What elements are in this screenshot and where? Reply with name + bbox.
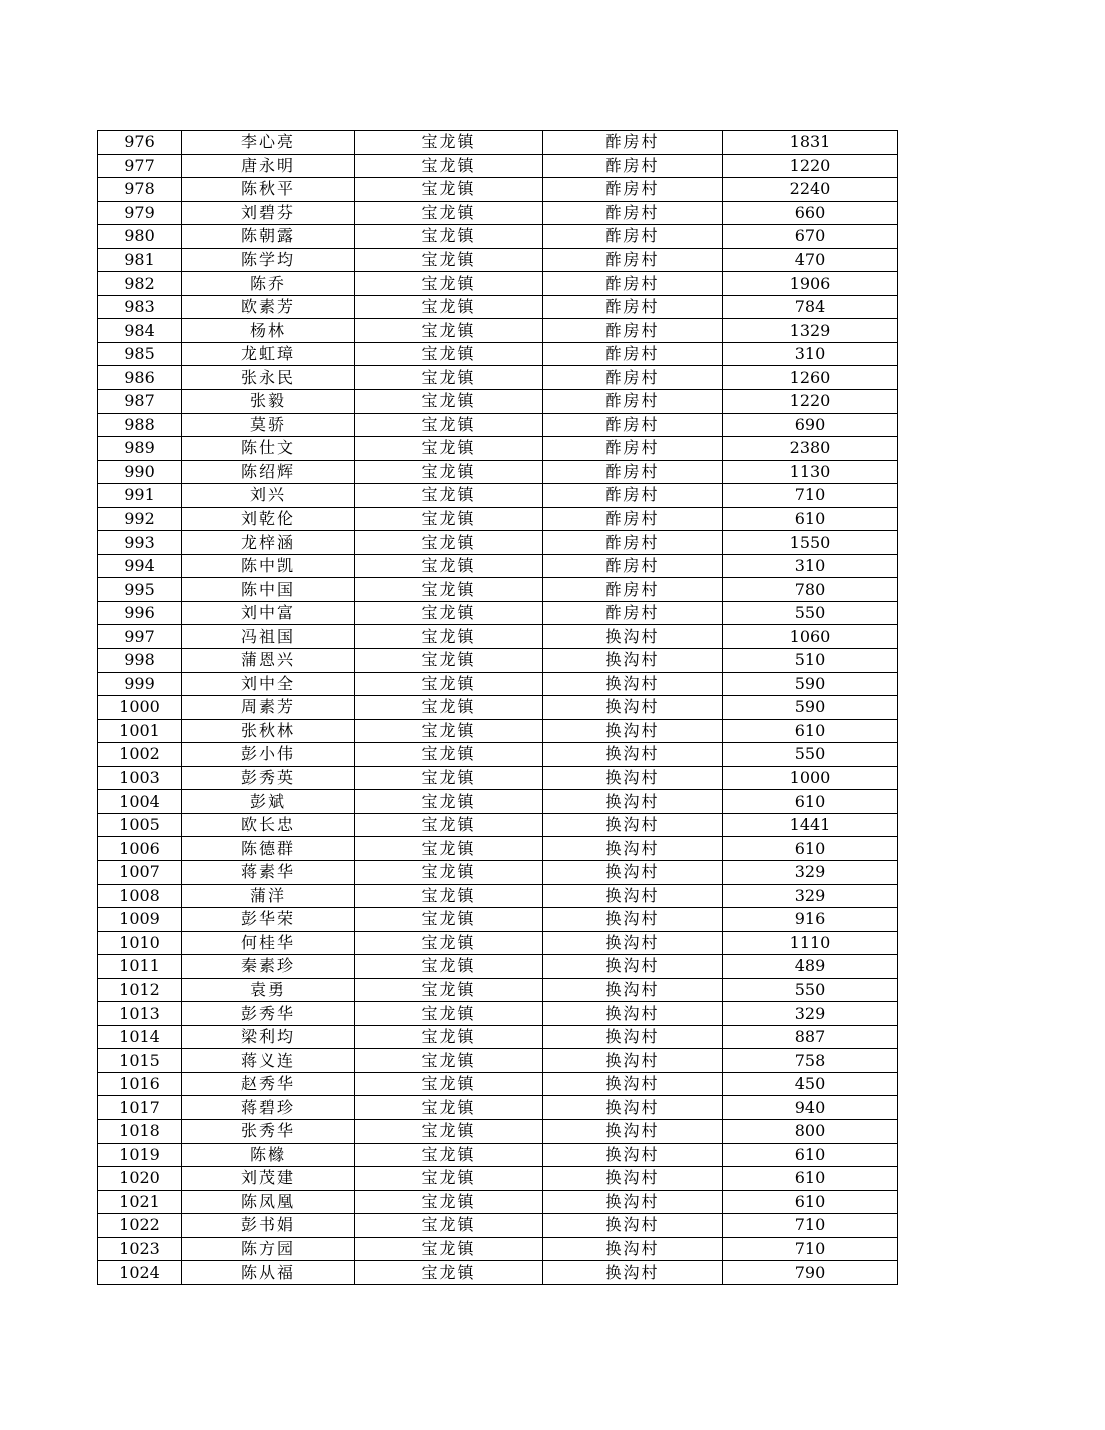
town-cell: 宝龙镇	[355, 1143, 543, 1167]
village-cell: 酢房村	[543, 390, 723, 414]
table-row	[98, 696, 898, 720]
amount-cell: 710	[723, 1237, 898, 1261]
row-number-cell: 1024	[98, 1261, 182, 1285]
amount-cell: 758	[723, 1049, 898, 1073]
name-cell: 陈德群	[182, 837, 355, 861]
name-cell: 唐永明	[182, 154, 355, 178]
table-row	[98, 225, 898, 249]
table-row	[98, 272, 898, 296]
row-number-cell: 998	[98, 649, 182, 673]
table-row	[98, 978, 898, 1002]
row-number-cell: 987	[98, 390, 182, 414]
village-cell: 酢房村	[543, 460, 723, 484]
amount-cell: 329	[723, 884, 898, 908]
table-row	[98, 1049, 898, 1073]
amount-cell: 610	[723, 719, 898, 743]
town-cell: 宝龙镇	[355, 484, 543, 508]
row-number-cell: 1001	[98, 719, 182, 743]
amount-cell: 470	[723, 248, 898, 272]
town-cell: 宝龙镇	[355, 578, 543, 602]
amount-cell: 1130	[723, 460, 898, 484]
row-number-cell: 1010	[98, 931, 182, 955]
town-cell: 宝龙镇	[355, 813, 543, 837]
table-row	[98, 813, 898, 837]
amount-cell: 690	[723, 413, 898, 437]
table-row	[98, 1261, 898, 1285]
town-cell: 宝龙镇	[355, 1261, 543, 1285]
table-row	[98, 342, 898, 366]
name-cell: 蒲恩兴	[182, 649, 355, 673]
row-number-cell: 985	[98, 342, 182, 366]
row-number-cell: 1018	[98, 1119, 182, 1143]
village-cell: 酢房村	[543, 248, 723, 272]
village-cell: 换沟村	[543, 1167, 723, 1191]
village-cell: 换沟村	[543, 931, 723, 955]
village-cell: 换沟村	[543, 625, 723, 649]
amount-cell: 1110	[723, 931, 898, 955]
name-cell: 彭秀华	[182, 1002, 355, 1026]
table-row	[98, 601, 898, 625]
town-cell: 宝龙镇	[355, 1214, 543, 1238]
table-row	[98, 554, 898, 578]
town-cell: 宝龙镇	[355, 1096, 543, 1120]
table-row	[98, 390, 898, 414]
name-cell: 陈秋平	[182, 178, 355, 202]
table-row	[98, 460, 898, 484]
amount-cell: 916	[723, 908, 898, 932]
table-row	[98, 1119, 898, 1143]
table-row	[98, 131, 898, 155]
table-row	[98, 766, 898, 790]
name-cell: 龙梓涵	[182, 531, 355, 555]
name-cell: 陈绍辉	[182, 460, 355, 484]
amount-cell: 660	[723, 201, 898, 225]
amount-cell: 670	[723, 225, 898, 249]
row-number-cell: 988	[98, 413, 182, 437]
amount-cell: 489	[723, 955, 898, 979]
row-number-cell: 995	[98, 578, 182, 602]
row-number-cell: 976	[98, 131, 182, 155]
name-cell: 周素芳	[182, 696, 355, 720]
village-cell: 换沟村	[543, 955, 723, 979]
name-cell: 袁勇	[182, 978, 355, 1002]
village-cell: 酢房村	[543, 319, 723, 343]
table-row	[98, 248, 898, 272]
amount-cell: 610	[723, 507, 898, 531]
village-cell: 换沟村	[543, 860, 723, 884]
village-cell: 换沟村	[543, 1049, 723, 1073]
village-cell: 换沟村	[543, 978, 723, 1002]
row-number-cell: 1020	[98, 1167, 182, 1191]
town-cell: 宝龙镇	[355, 272, 543, 296]
table-row	[98, 154, 898, 178]
row-number-cell: 1017	[98, 1096, 182, 1120]
town-cell: 宝龙镇	[355, 413, 543, 437]
town-cell: 宝龙镇	[355, 1002, 543, 1026]
amount-cell: 610	[723, 837, 898, 861]
table-row	[98, 1096, 898, 1120]
table-row	[98, 437, 898, 461]
name-cell: 蒲洋	[182, 884, 355, 908]
village-cell: 换沟村	[543, 1237, 723, 1261]
table-row	[98, 413, 898, 437]
town-cell: 宝龙镇	[355, 696, 543, 720]
town-cell: 宝龙镇	[355, 719, 543, 743]
name-cell: 欧长忠	[182, 813, 355, 837]
village-cell: 酢房村	[543, 201, 723, 225]
row-number-cell: 990	[98, 460, 182, 484]
row-number-cell: 1008	[98, 884, 182, 908]
village-cell: 换沟村	[543, 1143, 723, 1167]
row-number-cell: 1005	[98, 813, 182, 837]
row-number-cell: 1011	[98, 955, 182, 979]
name-cell: 张毅	[182, 390, 355, 414]
village-cell: 酢房村	[543, 342, 723, 366]
name-cell: 陈仕文	[182, 437, 355, 461]
town-cell: 宝龙镇	[355, 460, 543, 484]
table-row	[98, 955, 898, 979]
amount-cell: 800	[723, 1119, 898, 1143]
table-row	[98, 295, 898, 319]
table-row	[98, 908, 898, 932]
table-row	[98, 625, 898, 649]
name-cell: 蒋素华	[182, 860, 355, 884]
town-cell: 宝龙镇	[355, 390, 543, 414]
table-row	[98, 1237, 898, 1261]
name-cell: 冯祖国	[182, 625, 355, 649]
village-cell: 换沟村	[543, 908, 723, 932]
row-number-cell: 1016	[98, 1072, 182, 1096]
name-cell: 彭书娟	[182, 1214, 355, 1238]
row-number-cell: 999	[98, 672, 182, 696]
row-number-cell: 1012	[98, 978, 182, 1002]
village-cell: 换沟村	[543, 719, 723, 743]
amount-cell: 310	[723, 554, 898, 578]
row-number-cell: 1022	[98, 1214, 182, 1238]
amount-cell: 1441	[723, 813, 898, 837]
village-cell: 换沟村	[543, 649, 723, 673]
amount-cell: 1060	[723, 625, 898, 649]
village-cell: 酢房村	[543, 531, 723, 555]
amount-cell: 329	[723, 860, 898, 884]
town-cell: 宝龙镇	[355, 1190, 543, 1214]
row-number-cell: 1014	[98, 1025, 182, 1049]
table-row	[98, 1214, 898, 1238]
village-cell: 换沟村	[543, 837, 723, 861]
village-cell: 换沟村	[543, 1214, 723, 1238]
name-cell: 彭小伟	[182, 743, 355, 767]
name-cell: 张秀华	[182, 1119, 355, 1143]
row-number-cell: 1002	[98, 743, 182, 767]
town-cell: 宝龙镇	[355, 178, 543, 202]
village-cell: 酢房村	[543, 154, 723, 178]
name-cell: 赵秀华	[182, 1072, 355, 1096]
amount-cell: 1220	[723, 390, 898, 414]
village-cell: 酢房村	[543, 554, 723, 578]
row-number-cell: 1004	[98, 790, 182, 814]
town-cell: 宝龙镇	[355, 531, 543, 555]
village-cell: 酢房村	[543, 295, 723, 319]
amount-cell: 940	[723, 1096, 898, 1120]
village-cell: 换沟村	[543, 790, 723, 814]
name-cell: 陈方园	[182, 1237, 355, 1261]
row-number-cell: 997	[98, 625, 182, 649]
name-cell: 彭华荣	[182, 908, 355, 932]
table-row	[98, 931, 898, 955]
row-number-cell: 978	[98, 178, 182, 202]
amount-cell: 590	[723, 672, 898, 696]
town-cell: 宝龙镇	[355, 248, 543, 272]
row-number-cell: 1000	[98, 696, 182, 720]
town-cell: 宝龙镇	[355, 884, 543, 908]
row-number-cell: 993	[98, 531, 182, 555]
town-cell: 宝龙镇	[355, 649, 543, 673]
name-cell: 陈凤凰	[182, 1190, 355, 1214]
name-cell: 何桂华	[182, 931, 355, 955]
amount-cell: 1550	[723, 531, 898, 555]
village-cell: 酢房村	[543, 413, 723, 437]
amount-cell: 1000	[723, 766, 898, 790]
village-cell: 换沟村	[543, 1119, 723, 1143]
town-cell: 宝龙镇	[355, 201, 543, 225]
table-row	[98, 672, 898, 696]
village-cell: 酢房村	[543, 484, 723, 508]
amount-cell: 610	[723, 1143, 898, 1167]
name-cell: 欧素芳	[182, 295, 355, 319]
row-number-cell: 986	[98, 366, 182, 390]
table-body	[98, 131, 898, 1285]
table-row	[98, 860, 898, 884]
name-cell: 陈学均	[182, 248, 355, 272]
town-cell: 宝龙镇	[355, 978, 543, 1002]
village-cell: 酢房村	[543, 178, 723, 202]
amount-cell: 710	[723, 484, 898, 508]
village-cell: 换沟村	[543, 813, 723, 837]
name-cell: 刘茂建	[182, 1167, 355, 1191]
village-cell: 换沟村	[543, 672, 723, 696]
row-number-cell: 1023	[98, 1237, 182, 1261]
name-cell: 陈朝露	[182, 225, 355, 249]
name-cell: 刘中富	[182, 601, 355, 625]
village-cell: 换沟村	[543, 1025, 723, 1049]
row-number-cell: 1007	[98, 860, 182, 884]
row-number-cell: 984	[98, 319, 182, 343]
town-cell: 宝龙镇	[355, 437, 543, 461]
table-row	[98, 790, 898, 814]
amount-cell: 710	[723, 1214, 898, 1238]
row-number-cell: 980	[98, 225, 182, 249]
village-cell: 换沟村	[543, 1002, 723, 1026]
village-cell: 换沟村	[543, 696, 723, 720]
town-cell: 宝龙镇	[355, 1072, 543, 1096]
table-row	[98, 366, 898, 390]
amount-cell: 550	[723, 601, 898, 625]
village-cell: 酢房村	[543, 131, 723, 155]
name-cell: 陈从福	[182, 1261, 355, 1285]
row-number-cell: 1019	[98, 1143, 182, 1167]
table-row	[98, 531, 898, 555]
data-table	[97, 130, 898, 1285]
row-number-cell: 1015	[98, 1049, 182, 1073]
name-cell: 蒋碧珍	[182, 1096, 355, 1120]
row-number-cell: 981	[98, 248, 182, 272]
amount-cell: 450	[723, 1072, 898, 1096]
name-cell: 彭斌	[182, 790, 355, 814]
amount-cell: 1831	[723, 131, 898, 155]
name-cell: 龙虹璋	[182, 342, 355, 366]
row-number-cell: 991	[98, 484, 182, 508]
town-cell: 宝龙镇	[355, 860, 543, 884]
town-cell: 宝龙镇	[355, 837, 543, 861]
row-number-cell: 1013	[98, 1002, 182, 1026]
table-row	[98, 1025, 898, 1049]
row-number-cell: 994	[98, 554, 182, 578]
name-cell: 莫骄	[182, 413, 355, 437]
amount-cell: 310	[723, 342, 898, 366]
table-row	[98, 201, 898, 225]
amount-cell: 790	[723, 1261, 898, 1285]
name-cell: 陈中国	[182, 578, 355, 602]
row-number-cell: 983	[98, 295, 182, 319]
amount-cell: 1329	[723, 319, 898, 343]
name-cell: 蒋义连	[182, 1049, 355, 1073]
town-cell: 宝龙镇	[355, 554, 543, 578]
name-cell: 秦素珍	[182, 955, 355, 979]
row-number-cell: 982	[98, 272, 182, 296]
amount-cell: 610	[723, 1190, 898, 1214]
table-row	[98, 1167, 898, 1191]
village-cell: 换沟村	[543, 1096, 723, 1120]
town-cell: 宝龙镇	[355, 225, 543, 249]
town-cell: 宝龙镇	[355, 319, 543, 343]
amount-cell: 590	[723, 696, 898, 720]
name-cell: 陈橼	[182, 1143, 355, 1167]
town-cell: 宝龙镇	[355, 295, 543, 319]
town-cell: 宝龙镇	[355, 1237, 543, 1261]
table-row	[98, 484, 898, 508]
town-cell: 宝龙镇	[355, 790, 543, 814]
village-cell: 换沟村	[543, 1261, 723, 1285]
village-cell: 酢房村	[543, 225, 723, 249]
village-cell: 酢房村	[543, 366, 723, 390]
town-cell: 宝龙镇	[355, 672, 543, 696]
village-cell: 酢房村	[543, 601, 723, 625]
row-number-cell: 1009	[98, 908, 182, 932]
row-number-cell: 1003	[98, 766, 182, 790]
village-cell: 酢房村	[543, 272, 723, 296]
row-number-cell: 979	[98, 201, 182, 225]
town-cell: 宝龙镇	[355, 955, 543, 979]
town-cell: 宝龙镇	[355, 1025, 543, 1049]
town-cell: 宝龙镇	[355, 342, 543, 366]
name-cell: 杨林	[182, 319, 355, 343]
town-cell: 宝龙镇	[355, 766, 543, 790]
village-cell: 换沟村	[543, 743, 723, 767]
village-cell: 换沟村	[543, 884, 723, 908]
name-cell: 刘碧芬	[182, 201, 355, 225]
amount-cell: 1220	[723, 154, 898, 178]
table-row	[98, 649, 898, 673]
name-cell: 陈乔	[182, 272, 355, 296]
name-cell: 刘中全	[182, 672, 355, 696]
town-cell: 宝龙镇	[355, 743, 543, 767]
town-cell: 宝龙镇	[355, 601, 543, 625]
name-cell: 刘兴	[182, 484, 355, 508]
table-row	[98, 319, 898, 343]
table-row	[98, 1143, 898, 1167]
amount-cell: 1906	[723, 272, 898, 296]
town-cell: 宝龙镇	[355, 507, 543, 531]
amount-cell: 610	[723, 1167, 898, 1191]
table-row	[98, 178, 898, 202]
town-cell: 宝龙镇	[355, 1167, 543, 1191]
table-row	[98, 1072, 898, 1096]
table-row	[98, 743, 898, 767]
amount-cell: 550	[723, 978, 898, 1002]
table-row	[98, 884, 898, 908]
name-cell: 张秋林	[182, 719, 355, 743]
amount-cell: 610	[723, 790, 898, 814]
amount-cell: 887	[723, 1025, 898, 1049]
table-row	[98, 837, 898, 861]
village-cell: 酢房村	[543, 507, 723, 531]
row-number-cell: 977	[98, 154, 182, 178]
table-row	[98, 578, 898, 602]
amount-cell: 2380	[723, 437, 898, 461]
village-cell: 酢房村	[543, 437, 723, 461]
name-cell: 李心亮	[182, 131, 355, 155]
town-cell: 宝龙镇	[355, 908, 543, 932]
table-row	[98, 1190, 898, 1214]
name-cell: 彭秀英	[182, 766, 355, 790]
row-number-cell: 996	[98, 601, 182, 625]
amount-cell: 1260	[723, 366, 898, 390]
village-cell: 酢房村	[543, 578, 723, 602]
row-number-cell: 989	[98, 437, 182, 461]
amount-cell: 2240	[723, 178, 898, 202]
row-number-cell: 992	[98, 507, 182, 531]
town-cell: 宝龙镇	[355, 154, 543, 178]
town-cell: 宝龙镇	[355, 366, 543, 390]
amount-cell: 510	[723, 649, 898, 673]
town-cell: 宝龙镇	[355, 625, 543, 649]
row-number-cell: 1021	[98, 1190, 182, 1214]
amount-cell: 329	[723, 1002, 898, 1026]
amount-cell: 550	[723, 743, 898, 767]
name-cell: 陈中凯	[182, 554, 355, 578]
town-cell: 宝龙镇	[355, 131, 543, 155]
table-row	[98, 1002, 898, 1026]
amount-cell: 784	[723, 295, 898, 319]
table-row	[98, 719, 898, 743]
name-cell: 梁利均	[182, 1025, 355, 1049]
village-cell: 换沟村	[543, 1190, 723, 1214]
amount-cell: 780	[723, 578, 898, 602]
name-cell: 张永民	[182, 366, 355, 390]
table-row	[98, 507, 898, 531]
town-cell: 宝龙镇	[355, 931, 543, 955]
name-cell: 刘乾伦	[182, 507, 355, 531]
town-cell: 宝龙镇	[355, 1119, 543, 1143]
town-cell: 宝龙镇	[355, 1049, 543, 1073]
village-cell: 换沟村	[543, 1072, 723, 1096]
row-number-cell: 1006	[98, 837, 182, 861]
village-cell: 换沟村	[543, 766, 723, 790]
